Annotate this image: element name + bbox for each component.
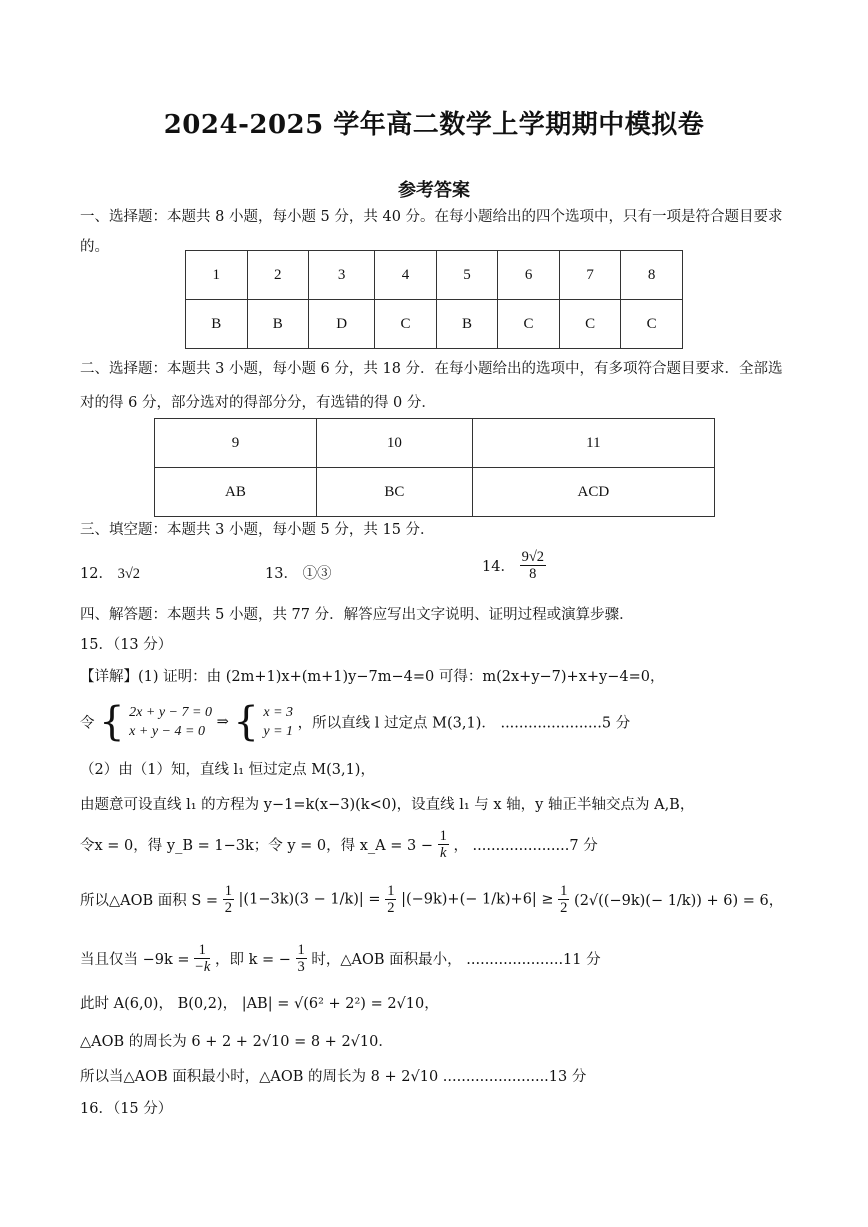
fraction-numerator: 1	[387, 883, 395, 899]
table-cell: ACD	[472, 468, 714, 517]
fill-in-answer-13	[265, 562, 332, 583]
left-brace-icon: {	[99, 699, 125, 745]
table-cell: 4	[375, 251, 437, 300]
left-brace-icon: {	[233, 699, 259, 745]
solution-line-6	[80, 883, 783, 916]
table-cell: B	[247, 300, 309, 349]
text: 令	[80, 715, 95, 732]
table-cell: 2	[247, 251, 309, 300]
solution-line-7	[80, 942, 601, 975]
section3-heading: 三、填空题：本题共 3 小题，每小题 5 分，共 15 分．	[80, 522, 435, 538]
text: 时，△AOB 面积最小， .....................11 分	[311, 952, 601, 968]
table-cell: C	[498, 300, 560, 349]
table-cell: 9	[155, 419, 317, 468]
solution-line-4: 由题意可设直线 l₁ 的方程为 y−1=k(x−3)(k<0)，设直线 l₁ 与 x 轴，y 轴正半轴交点为 A,B，	[80, 797, 695, 813]
fraction	[296, 942, 307, 975]
solution-line-2	[80, 699, 630, 745]
fraction	[223, 883, 234, 916]
fraction	[558, 883, 569, 916]
table-cell: 11	[472, 419, 714, 468]
equation: y = 1	[263, 724, 294, 739]
fraction-denominator: 3	[297, 959, 305, 975]
table-cell: BC	[316, 468, 472, 517]
table-cell: D	[309, 300, 375, 349]
solution-line-3: （2）由（1）知，直线 l₁ 恒过定点 M(3,1)，	[80, 762, 375, 778]
text: 当且仅当 −9k =	[80, 952, 190, 968]
table-cell: 5	[436, 251, 498, 300]
text: 所以△AOB 面积 S =	[80, 893, 219, 909]
table-cell: AB	[155, 468, 317, 517]
fraction-numerator: 1	[560, 883, 568, 899]
fill-in-answer-14	[482, 549, 546, 582]
table-cell: 6	[498, 251, 560, 300]
section2-heading-text: 二、选择题：本题共 3 小题，每小题 6 分，共 18 分．在每小题给出的选项中，有多项符合题目要求．全部选对的得 6 分，部分选对的得部分分，有选错的得 0 分．	[80, 361, 783, 411]
equation: x = 3	[263, 705, 294, 720]
expression: |(−9k)+(− 1/k)+6| ≥	[401, 891, 554, 908]
equation-system	[263, 703, 293, 741]
table-cell: 8	[621, 251, 683, 300]
section2-number-row	[155, 419, 715, 468]
fraction-denominator: −k	[194, 959, 211, 975]
table-cell: C	[375, 300, 437, 349]
fraction	[438, 828, 449, 861]
fraction-numerator: 1	[297, 942, 305, 958]
solution-line-8: 此时 A(6,0)， B(0,2)， |AB| = √(6² + 2²) = 2√10，	[80, 996, 439, 1012]
fraction	[385, 883, 396, 916]
fraction-numerator: 1	[224, 883, 232, 899]
question-number: 13．	[265, 566, 298, 582]
section1-number-row	[186, 251, 683, 300]
answer-value: 3√2	[117, 566, 141, 582]
fraction-numerator: 9√2	[521, 549, 545, 565]
table-cell: 1	[186, 251, 248, 300]
question-number: 14．	[482, 559, 515, 575]
table-cell: B	[436, 300, 498, 349]
expression: (2√((−9k)(− 1/k)) + 6) = 6，	[574, 893, 784, 909]
fraction-denominator: k	[440, 845, 447, 861]
fraction	[520, 549, 546, 582]
page-title: 2024-2025 学年高二数学上学期期中模拟卷	[163, 110, 705, 140]
text: ，所以直线 l 过定点 M(3,1)． ......................5 分	[297, 715, 631, 732]
table-cell: 10	[316, 419, 472, 468]
answer-value: ①③	[302, 566, 332, 582]
equation: 2x + y − 7 = 0	[129, 705, 212, 720]
fraction-denominator: 8	[529, 566, 537, 582]
solution-line-10: 所以当△AOB 面积最小时，△AOB 的周长为 8 + 2√10 .......................13 分	[80, 1069, 587, 1085]
equation-system	[129, 703, 212, 741]
text: ，即 k = −	[214, 952, 291, 968]
expression: |(1−3k)(3 − 1/k)| =	[238, 891, 381, 908]
section4-heading: 四、解答题：本题共 5 小题，共 77 分．解答应写出文字说明、证明过程或演算步骤．	[80, 607, 634, 623]
section1-answer-table	[185, 250, 683, 349]
fraction	[194, 942, 210, 975]
section2-answer-table	[154, 418, 715, 517]
question-number: 12．	[80, 566, 113, 582]
text: ， .....................7 分	[453, 838, 598, 854]
implies-arrow: ⇒	[216, 714, 229, 730]
table-cell: 7	[559, 251, 621, 300]
table-cell: C	[621, 300, 683, 349]
table-cell: B	[186, 300, 248, 349]
solution-line-1: 【详解】(1) 证明：由 (2m+1)x+(m+1)y−7m−4=0 可得：m(2x+y−7)+x+y−4=0，	[80, 669, 665, 685]
fraction-denominator: 2	[560, 900, 568, 916]
fraction-denominator: 2	[387, 900, 395, 916]
fraction-numerator: 1	[194, 942, 210, 959]
fraction-numerator: 1	[439, 828, 447, 844]
solution-line-5	[80, 828, 598, 861]
section2-heading	[80, 352, 796, 420]
page-subtitle: 参考答案	[398, 180, 470, 201]
table-cell: C	[559, 300, 621, 349]
section2-answer-row	[155, 468, 715, 517]
equation: x + y − 4 = 0	[129, 724, 205, 739]
problem-16-label: 16．（15 分）	[80, 1101, 173, 1117]
fraction-denominator: 2	[224, 900, 232, 916]
section1-answer-row	[186, 300, 683, 349]
table-cell: 3	[309, 251, 375, 300]
problem-15-label: 15．（13 分）	[80, 637, 173, 653]
text: 令x = 0，得 y_B = 1−3k；令 y = 0，得 x_A = 3 −	[80, 838, 433, 854]
fill-in-answer-12	[80, 562, 140, 583]
solution-line-9: △AOB 的周长为 6 + 2 + 2√10 = 8 + 2√10．	[80, 1034, 393, 1050]
section1-heading-text: 一、选择题：本题共 8 小题，每小题 5 分，共 40 分。在每小题给出的四个选项中，只有一项是符合题目要求的。	[80, 209, 783, 255]
